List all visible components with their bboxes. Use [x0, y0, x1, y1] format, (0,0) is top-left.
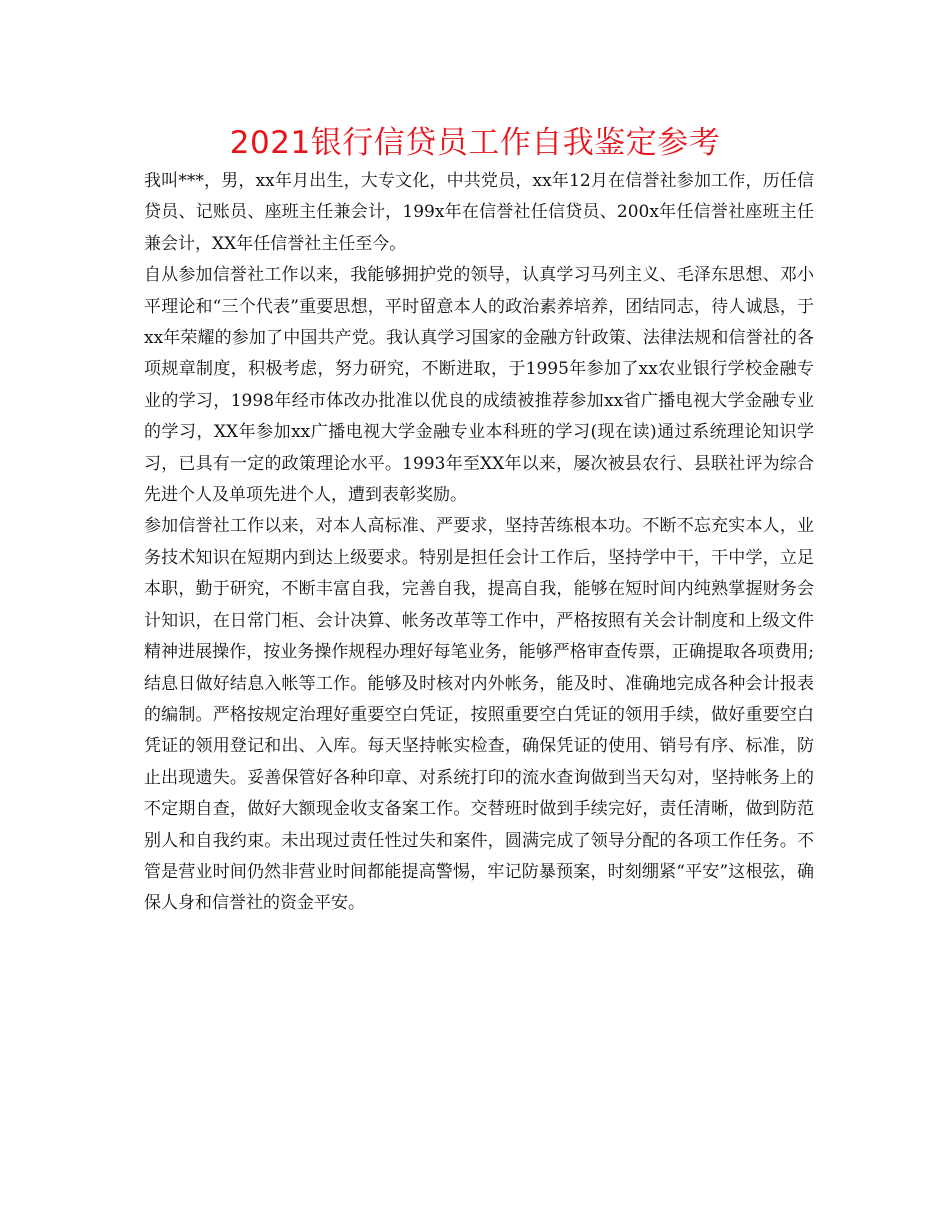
- document-title: 2021银行信贷员工作自我鉴定参考: [229, 125, 721, 161]
- paragraph-political-study: 自从参加信誉社工作以来，我能够拥护党的领导，认真学习马列主义、毛泽东思想、邓小平理论和“三个代表”重要思想，平时留意本人的政治素养培养，团结同志，待人诚恳，于xx年荣耀的参加了中国共产党。我认真学习国家的金融方针政策、法律法规和信誉社的各项规章制度，积极考虑，努力研究，不断进取，于1995年参加了xx农业银行学校金融专业的学习，1998年经市体改办批准以优良的成绩被推荐参加xx省广播电视大学金融专业的学习，XX年参加xx广播电视大学金融专业本科班的学习(现在读)通过系统理论知识学习，已具有一定的政策理论水平。1993年至XX年以来，屡次被县农行、县联社评为综合先进个人及单项先进个人，遭到表彰奖励。: [144, 265, 814, 506]
- paragraph-personal-info: 我叫***，男，xx年月出生，大专文化，中共党员，xx年12月在信誉社参加工作，历任信贷员、记账员、座班主任兼会计，199x年在信誉社任信贷员、200x年任信誉社座班主任兼会计，XX年任信誉社主任至今。: [144, 171, 814, 254]
- paragraph-accounting-work: 参加信誉社工作以来，对本人高标准、严要求，坚持苦练根本功。不断不忘充实本人，业务技术知识在短期内到达上级要求。特别是担任会计工作后，坚持学中干，干中学，立足本职，勤于研究，不断丰富自我，完善自我，提高自我，能够在短时间内纯熟掌握财务会计知识，在日常门柜、会计决算、帐务改革等工作中，严格按照有关会计制度和上级文件精神进展操作，按业务操作规程办理好每笔业务，能够严格审查传票，正确提取各项费用;结息日做好结息入帐等工作。能够及时核对内外帐务，能及时、准确地完成各种会计报表的编制。严格按规定治理好重要空白凭证，按照重要空白凭证的领用手续，做好重要空白凭证的领用登记和出、入库。每天坚持帐实检查，确保凭证的使用、销号有序、标准，防止出现遗失。妥善保管好各种印章、对系统打印的流水查询做到当天勾对，坚持帐务上的不定期自查，做好大额现金收支备案工作。交替班时做到手续完好，责任清晰，做到防范别人和自我约束。未出现过责任性过失和案件，圆满完成了领导分配的各项工作任务。不管是营业时间仍然非营业时间都能提高警惕，牢记防暴预案，时刻绷紧“平安”这根弦，确保人身和信誉社的资金平安。: [144, 516, 814, 914]
- document-body: [144, 166, 814, 920]
